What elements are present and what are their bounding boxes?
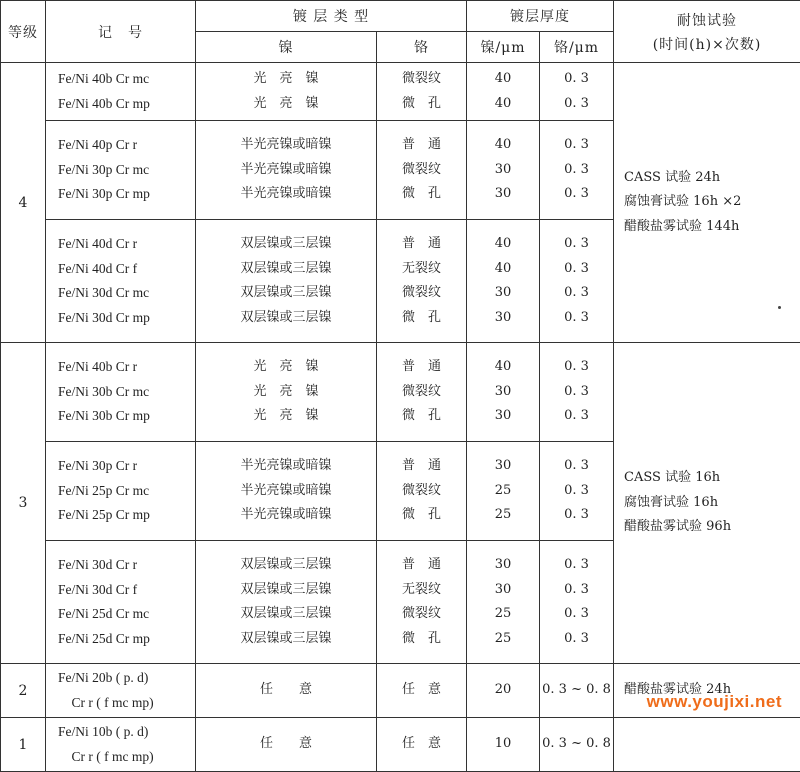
symbol-cell-line: Cr r ( f mc mp) [46, 691, 195, 716]
cr-thickness-cell-line: 0. 3 [540, 553, 613, 578]
symbol-cell-line: Fe/Ni 30p Cr r [46, 454, 195, 479]
ni-thickness-cell-line: 40 [467, 355, 539, 380]
chromium-cell-line: 微 孔 [377, 627, 466, 652]
nickel-cell-line: 双层镍或三层镍 [196, 627, 376, 652]
header-chromium: 铬 [377, 32, 467, 63]
chromium-cell-line: 无裂纹 [377, 578, 466, 603]
ni-thickness-cell-line: 40 [467, 257, 539, 282]
chromium-cell-line: 普 通 [377, 553, 466, 578]
header-grade: 等级 [1, 1, 46, 63]
cr-thickness-cell-line: 0. 3 [540, 232, 613, 257]
table-body [1, 63, 800, 772]
chromium-cell-line: 微裂纹 [377, 158, 466, 183]
chromium-cell [377, 220, 467, 343]
header-ni-um: 镍/μm [467, 32, 540, 63]
ni-thickness-cell-line: 20 [467, 678, 539, 703]
nickel-cell-line: 半光亮镍或暗镍 [196, 158, 376, 183]
ni-thickness-cell-line: 40 [467, 92, 539, 117]
header-plating-type: 镀 层 类 型 [196, 1, 467, 32]
chromium-cell [377, 664, 467, 718]
chromium-cell-line: 微裂纹 [377, 67, 466, 92]
nickel-cell-line: 半光亮镍或暗镍 [196, 479, 376, 504]
table-row [1, 718, 800, 772]
corrosion-test-line: 腐蚀膏试验 16h ×2 [614, 190, 800, 215]
ni-thickness-cell-line: 30 [467, 182, 539, 207]
chromium-cell-line: 微 孔 [377, 503, 466, 528]
nickel-cell-line: 半光亮镍或暗镍 [196, 182, 376, 207]
ni-thickness-cell-line: 25 [467, 602, 539, 627]
chromium-cell-line: 任 意 [377, 678, 466, 703]
cr-thickness-cell-line: 0. 3 [540, 627, 613, 652]
cr-thickness-cell-line: 0. 3 [540, 257, 613, 282]
symbol-cell-line: Fe/Ni 40d Cr r [46, 232, 195, 257]
symbol-cell [46, 343, 196, 442]
chromium-cell-line: 普 通 [377, 232, 466, 257]
corrosion-test-cell [614, 63, 800, 343]
ni-thickness-cell [467, 718, 540, 772]
ni-thickness-cell-line: 40 [467, 232, 539, 257]
nickel-cell [196, 442, 377, 541]
cr-thickness-cell [540, 442, 614, 541]
nickel-cell-line: 光 亮 镍 [196, 355, 376, 380]
grade-cell: 4 [1, 63, 46, 343]
cr-thickness-cell-line: 0. 3 ~ 0. 8 [540, 732, 613, 757]
cr-thickness-cell-line: 0. 3 [540, 479, 613, 504]
stray-dot [778, 306, 781, 309]
ni-thickness-cell [467, 541, 540, 664]
header-symbol: 记 号 [46, 1, 196, 63]
nickel-cell-line: 双层镍或三层镍 [196, 602, 376, 627]
symbol-cell-line: Fe/Ni 30d Cr r [46, 553, 195, 578]
ni-thickness-cell-line: 30 [467, 404, 539, 429]
nickel-cell-line: 光 亮 镍 [196, 404, 376, 429]
symbol-cell-line: Fe/Ni 30d Cr f [46, 578, 195, 603]
nickel-cell-line: 半光亮镍或暗镍 [196, 454, 376, 479]
cr-thickness-cell-line: 0. 3 [540, 281, 613, 306]
symbol-cell [46, 718, 196, 772]
symbol-cell [46, 664, 196, 718]
nickel-cell [196, 63, 377, 121]
cr-thickness-cell [540, 63, 614, 121]
ni-thickness-cell [467, 63, 540, 121]
symbol-cell-line: Fe/Ni 30d Cr mc [46, 281, 195, 306]
header-corrosion [614, 1, 800, 63]
symbol-cell [46, 63, 196, 121]
chromium-cell-line: 微 孔 [377, 306, 466, 331]
symbol-cell-line: Fe/Ni 40b Cr mp [46, 92, 195, 117]
symbol-cell-line: Fe/Ni 40b Cr r [46, 355, 195, 380]
nickel-cell-line: 双层镍或三层镍 [196, 553, 376, 578]
cr-thickness-cell-line: 0. 3 [540, 182, 613, 207]
nickel-cell-line: 任 意 [196, 732, 376, 757]
header-nickel: 镍 [196, 32, 377, 63]
corrosion-test-line: CASS 试验 24h [614, 166, 800, 191]
ni-thickness-cell [467, 220, 540, 343]
cr-thickness-cell-line: 0. 3 [540, 404, 613, 429]
cr-thickness-cell-line: 0. 3 [540, 306, 613, 331]
chromium-cell [377, 121, 467, 220]
corrosion-test-cell [614, 718, 800, 772]
chromium-cell-line: 微 孔 [377, 404, 466, 429]
corrosion-test-line: CASS 试验 16h [614, 466, 800, 491]
chromium-cell [377, 541, 467, 664]
nickel-cell-line: 半光亮镍或暗镍 [196, 133, 376, 158]
corrosion-test-line: 腐蚀膏试验 16h [614, 491, 800, 516]
nickel-cell-line: 双层镍或三层镍 [196, 306, 376, 331]
symbol-cell-line: Fe/Ni 30p Cr mp [46, 182, 195, 207]
ni-thickness-cell-line: 25 [467, 479, 539, 504]
ni-thickness-cell-line: 30 [467, 158, 539, 183]
symbol-cell-line: Fe/Ni 30p Cr mc [46, 158, 195, 183]
chromium-cell-line: 微 孔 [377, 92, 466, 117]
symbol-cell-line: Fe/Ni 40p Cr r [46, 133, 195, 158]
chromium-cell-line: 微裂纹 [377, 281, 466, 306]
symbol-cell-line: Cr r ( f mc mp) [46, 745, 195, 770]
nickel-cell-line: 光 亮 镍 [196, 380, 376, 405]
chromium-cell-line: 微 孔 [377, 182, 466, 207]
cr-thickness-cell-line: 0. 3 [540, 133, 613, 158]
ni-thickness-cell [467, 442, 540, 541]
nickel-cell-line: 光 亮 镍 [196, 67, 376, 92]
nickel-cell [196, 220, 377, 343]
ni-thickness-cell-line: 10 [467, 732, 539, 757]
cr-thickness-cell [540, 664, 614, 718]
chromium-cell-line: 微裂纹 [377, 602, 466, 627]
ni-thickness-cell-line: 30 [467, 454, 539, 479]
nickel-cell [196, 718, 377, 772]
nickel-cell-line: 双层镍或三层镍 [196, 281, 376, 306]
symbol-cell [46, 121, 196, 220]
cr-thickness-cell [540, 343, 614, 442]
ni-thickness-cell-line: 40 [467, 133, 539, 158]
cr-thickness-cell-line: 0. 3 [540, 158, 613, 183]
cr-thickness-cell-line: 0. 3 [540, 380, 613, 405]
symbol-cell-line: Fe/Ni 40b Cr mc [46, 67, 195, 92]
nickel-cell-line: 双层镍或三层镍 [196, 578, 376, 603]
cr-thickness-cell [540, 541, 614, 664]
chromium-cell-line: 普 通 [377, 454, 466, 479]
nickel-cell [196, 541, 377, 664]
header-thickness: 镀层厚度 [467, 1, 614, 32]
cr-thickness-cell-line: 0. 3 [540, 602, 613, 627]
symbol-cell-line: Fe/Ni 20b ( p. d) [46, 666, 195, 691]
cr-thickness-cell [540, 121, 614, 220]
grade-cell: 3 [1, 343, 46, 664]
ni-thickness-cell [467, 121, 540, 220]
chromium-cell-line: 任 意 [377, 732, 466, 757]
cr-thickness-cell-line: 0. 3 [540, 578, 613, 603]
symbol-cell [46, 220, 196, 343]
ni-thickness-cell-line: 30 [467, 306, 539, 331]
symbol-cell-line: Fe/Ni 25d Cr mc [46, 602, 195, 627]
symbol-cell-line: Fe/Ni 30d Cr mp [46, 306, 195, 331]
nickel-cell-line: 光 亮 镍 [196, 92, 376, 117]
symbol-cell-line: Fe/Ni 40d Cr f [46, 257, 195, 282]
chromium-cell-line: 无裂纹 [377, 257, 466, 282]
chromium-cell [377, 442, 467, 541]
nickel-cell [196, 121, 377, 220]
cr-thickness-cell-line: 0. 3 [540, 454, 613, 479]
chromium-cell-line: 微裂纹 [377, 380, 466, 405]
nickel-cell-line: 双层镍或三层镍 [196, 232, 376, 257]
corrosion-test-cell [614, 343, 800, 664]
chromium-cell [377, 718, 467, 772]
cr-thickness-cell-line: 0. 3 [540, 92, 613, 117]
chromium-cell-line: 普 通 [377, 133, 466, 158]
cr-thickness-cell [540, 220, 614, 343]
ni-thickness-cell-line: 30 [467, 553, 539, 578]
ni-thickness-cell-line: 25 [467, 627, 539, 652]
ni-thickness-cell-line: 25 [467, 503, 539, 528]
chromium-cell-line: 微裂纹 [377, 479, 466, 504]
symbol-cell [46, 541, 196, 664]
grade-cell: 2 [1, 664, 46, 718]
cr-thickness-cell-line: 0. 3 [540, 503, 613, 528]
symbol-cell-line: Fe/Ni 25d Cr mp [46, 627, 195, 652]
ni-thickness-cell-line: 30 [467, 281, 539, 306]
corrosion-test-line: 醋酸盐雾试验 144h [614, 215, 800, 240]
ni-thickness-cell-line: 30 [467, 578, 539, 603]
nickel-cell-line: 半光亮镍或暗镍 [196, 503, 376, 528]
symbol-cell-line: Fe/Ni 25p Cr mp [46, 503, 195, 528]
nickel-cell [196, 343, 377, 442]
chromium-cell [377, 63, 467, 121]
cr-thickness-cell-line: 0. 3 [540, 67, 613, 92]
header-cr-um: 铬/μm [540, 32, 614, 63]
nickel-cell [196, 664, 377, 718]
watermark: www.youjixi.net [647, 692, 782, 712]
corrosion-test-line: 醋酸盐雾试验 24h [614, 678, 800, 703]
cr-thickness-cell-line: 0. 3 ~ 0. 8 [540, 678, 613, 703]
symbol-cell-line: Fe/Ni 10b ( p. d) [46, 720, 195, 745]
ni-thickness-cell-line: 30 [467, 380, 539, 405]
symbol-cell-line: Fe/Ni 30b Cr mc [46, 380, 195, 405]
grade-cell: 1 [1, 718, 46, 772]
nickel-cell-line: 双层镍或三层镍 [196, 257, 376, 282]
header-corrosion-title: 耐蚀试验 [614, 10, 800, 30]
symbol-cell-line: Fe/Ni 25p Cr mc [46, 479, 195, 504]
corrosion-test-line: 醋酸盐雾试验 96h [614, 515, 800, 540]
chromium-cell [377, 343, 467, 442]
ni-thickness-cell-line: 40 [467, 67, 539, 92]
chromium-cell-line: 普 通 [377, 355, 466, 380]
ni-thickness-cell [467, 343, 540, 442]
table-row [1, 63, 800, 121]
ni-thickness-cell [467, 664, 540, 718]
header-corrosion-sub: (时间(h)×次数) [614, 34, 800, 54]
cr-thickness-cell-line: 0. 3 [540, 355, 613, 380]
symbol-cell-line: Fe/Ni 30b Cr mp [46, 404, 195, 429]
table-row [1, 343, 800, 442]
symbol-cell [46, 442, 196, 541]
nickel-cell-line: 任 意 [196, 678, 376, 703]
cr-thickness-cell [540, 718, 614, 772]
